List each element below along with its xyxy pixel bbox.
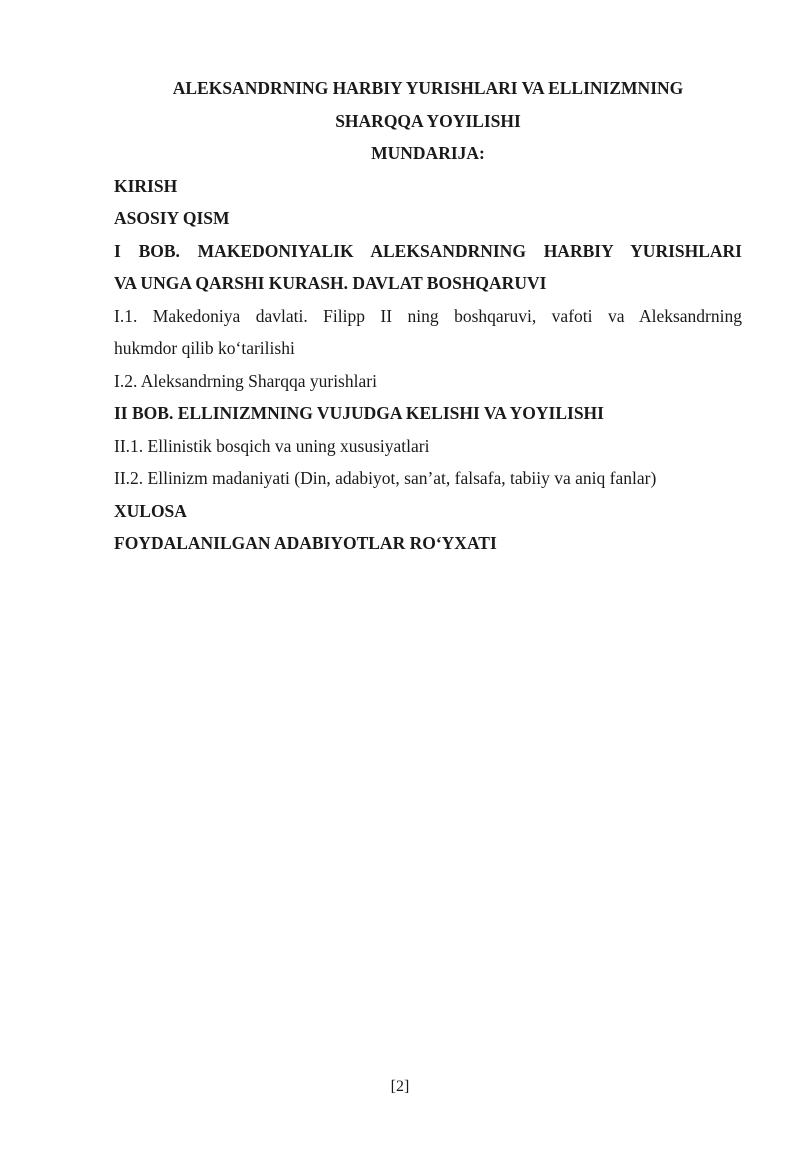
document-title-line-2: SHARQQA YOYILISHI bbox=[335, 110, 521, 131]
toc-chapter-2: II BOB. ELLINIZMNING VUJUDGA KELISHI VA YOYILISHI bbox=[114, 403, 604, 423]
toc-item-conclusion: XULOSA bbox=[114, 500, 187, 521]
document-page bbox=[114, 72, 742, 560]
toc-section-1-1-line-2: hukmdor qilib ko‘tarilishi bbox=[114, 338, 295, 358]
toc-item-main-part: ASOSIY QISM bbox=[114, 208, 230, 228]
contents-heading: MUNDARIJA: bbox=[371, 143, 485, 163]
page-number: [2] bbox=[390, 1078, 410, 1095]
toc-section-1-2: I.2. Aleksandrning Sharqqa yurishlari bbox=[114, 370, 377, 391]
toc-section-1-1-line-1: I.1. Makedoniya davlati. Filipp II ning boshqaruvi, vafoti va Aleksandrning bbox=[114, 305, 742, 326]
toc-item-intro: KIRISH bbox=[114, 175, 178, 196]
document-title-line-1: ALEKSANDRNING HARBIY YURISHLARI VA ELLINIZMNING bbox=[172, 78, 684, 98]
toc-section-2-2: II.2. Ellinizm madaniyati (Din, adabiyot, san’at, falsafa, tabiiy va aniq fanlar) bbox=[114, 468, 657, 488]
toc-chapter-1-line-1: I BOB. MAKEDONIYALIK ALEKSANDRNING HARBIY YURISHLARI bbox=[114, 240, 742, 261]
toc-section-2-1: II.1. Ellinistik bosqich va uning xususiyatlari bbox=[114, 435, 430, 456]
toc-chapter-1-line-2: VA UNGA QARSHI KURASH. DAVLAT BOSHQARUVI bbox=[114, 273, 547, 293]
toc-item-references: FOYDALANILGAN ADABIYOTLAR RO‘YXATI bbox=[114, 533, 497, 553]
